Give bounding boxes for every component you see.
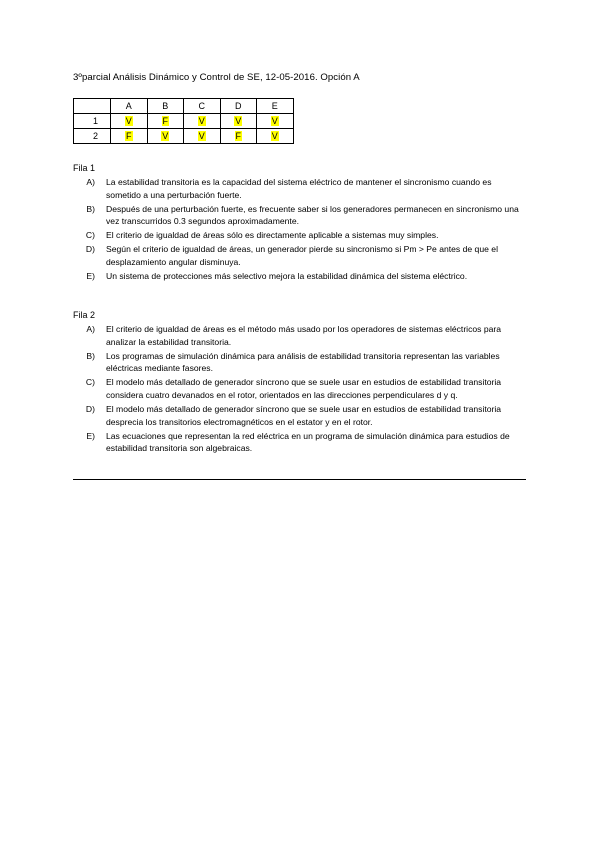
- answer-value: F: [162, 115, 168, 126]
- answer-value: V: [125, 115, 132, 126]
- answer-table: [73, 98, 294, 144]
- question-text: Los programas de simulación dinámica para análisis de estabilidad transitoria representan las variables eléctricas mediante fasores.: [106, 350, 500, 374]
- question-letter: B): [86, 203, 95, 214]
- question-letter: D): [85, 404, 95, 415]
- answer-value: V: [271, 115, 278, 126]
- question-item: [73, 376, 533, 401]
- answer-cell: [111, 129, 148, 144]
- answer-value: F: [126, 130, 132, 141]
- answer-cell: [257, 114, 294, 129]
- horizontal-divider: [73, 479, 526, 480]
- fila-1-title: Fila 1: [73, 163, 96, 173]
- question-text: El criterio de igualdad de áreas sólo es directamente aplicable a sistemas muy simples.: [106, 230, 439, 241]
- question-item: [73, 270, 533, 283]
- answer-cell: [257, 129, 294, 144]
- answer-cell: [147, 114, 184, 129]
- answer-cell: [184, 129, 221, 144]
- question-text: El modelo más detallado de generador síncrono que se suele usar en estudios de estabilidad transitoria desprecia los transitorios electromagnéticos en el estator y en el rotor.: [106, 404, 502, 427]
- answer-cell: [184, 114, 221, 129]
- answer-table-header-row: [74, 99, 294, 114]
- question-item: [73, 323, 533, 348]
- answer-cell: [111, 114, 148, 129]
- row-label: 1: [74, 114, 111, 129]
- question-text: La estabilidad transitoria es la capacidad del sistema eléctrico de mantener el sincronismo cuando es sometido a una perturbación fuerte.: [106, 177, 492, 200]
- answer-cell: [147, 129, 184, 144]
- answer-table-row: [74, 129, 294, 144]
- question-letter: C): [85, 230, 95, 241]
- answer-value: V: [162, 130, 169, 141]
- question-letter: E): [86, 271, 95, 282]
- question-letter: A): [86, 324, 95, 334]
- answer-table-row: [74, 114, 294, 129]
- question-letter: C): [85, 377, 95, 388]
- question-item: [73, 430, 533, 455]
- question-letter: D): [85, 244, 95, 255]
- question-text: Después de una perturbación fuerte, es frecuente saber si los generadores permanecen en sincronismo una vez transcurridos 0.3 segundos aproximadamente.: [106, 203, 519, 227]
- column-header: E: [257, 99, 294, 114]
- column-header: D: [220, 99, 257, 114]
- question-item: [73, 350, 533, 375]
- answer-cell: [220, 129, 257, 144]
- fila-2-title: Fila 2: [73, 310, 96, 320]
- column-header: C: [184, 99, 221, 114]
- answer-value: V: [198, 115, 205, 126]
- question-text: El criterio de igualdad de áreas es el método más usado por los operadores de sistemas eléctricos para analizar la estabilidad transitoria.: [106, 324, 502, 347]
- question-letter: B): [86, 350, 95, 361]
- question-text: Según el criterio de igualdad de áreas, un generador pierde su sincronismo si Pm > Pe antes de que el desplazamiento angular disminuya.: [106, 244, 498, 268]
- row-label: 2: [74, 129, 111, 144]
- answer-value: V: [198, 130, 205, 141]
- question-item: [73, 243, 533, 268]
- question-text: Las ecuaciones que representan la red eléctrica en un programa de simulación dinámica para estudios de estabilidad transitoria son algebraicas.: [106, 430, 510, 454]
- question-text: Un sistema de protecciones más selectivo mejora la estabilidad dinámica del sistema eléctrico.: [106, 271, 468, 282]
- fila-1-section: [73, 163, 533, 284]
- question-item: [73, 176, 533, 201]
- fila-2-section: [73, 310, 533, 456]
- answer-value: V: [271, 130, 278, 141]
- answer-cell: [220, 114, 257, 129]
- question-item: [73, 229, 533, 242]
- answer-table-corner: [74, 99, 111, 114]
- answer-value: F: [235, 130, 241, 141]
- question-letter: E): [86, 430, 95, 441]
- question-item: [73, 403, 533, 428]
- question-letter: A): [86, 177, 95, 187]
- page-title: 3ºparcial Análisis Dinámico y Control de SE, 12-05-2016. Opción A: [73, 72, 360, 83]
- question-item: [73, 203, 533, 228]
- answer-value: V: [235, 115, 242, 126]
- question-text: El modelo más detallado de generador síncrono que se suele usar en estudios de estabilidad transitoria considera cuatro devanados en el rotor, orientados en las direcciones perpendiculares d y q.: [106, 377, 502, 400]
- column-header: A: [111, 99, 148, 114]
- column-header: B: [147, 99, 184, 114]
